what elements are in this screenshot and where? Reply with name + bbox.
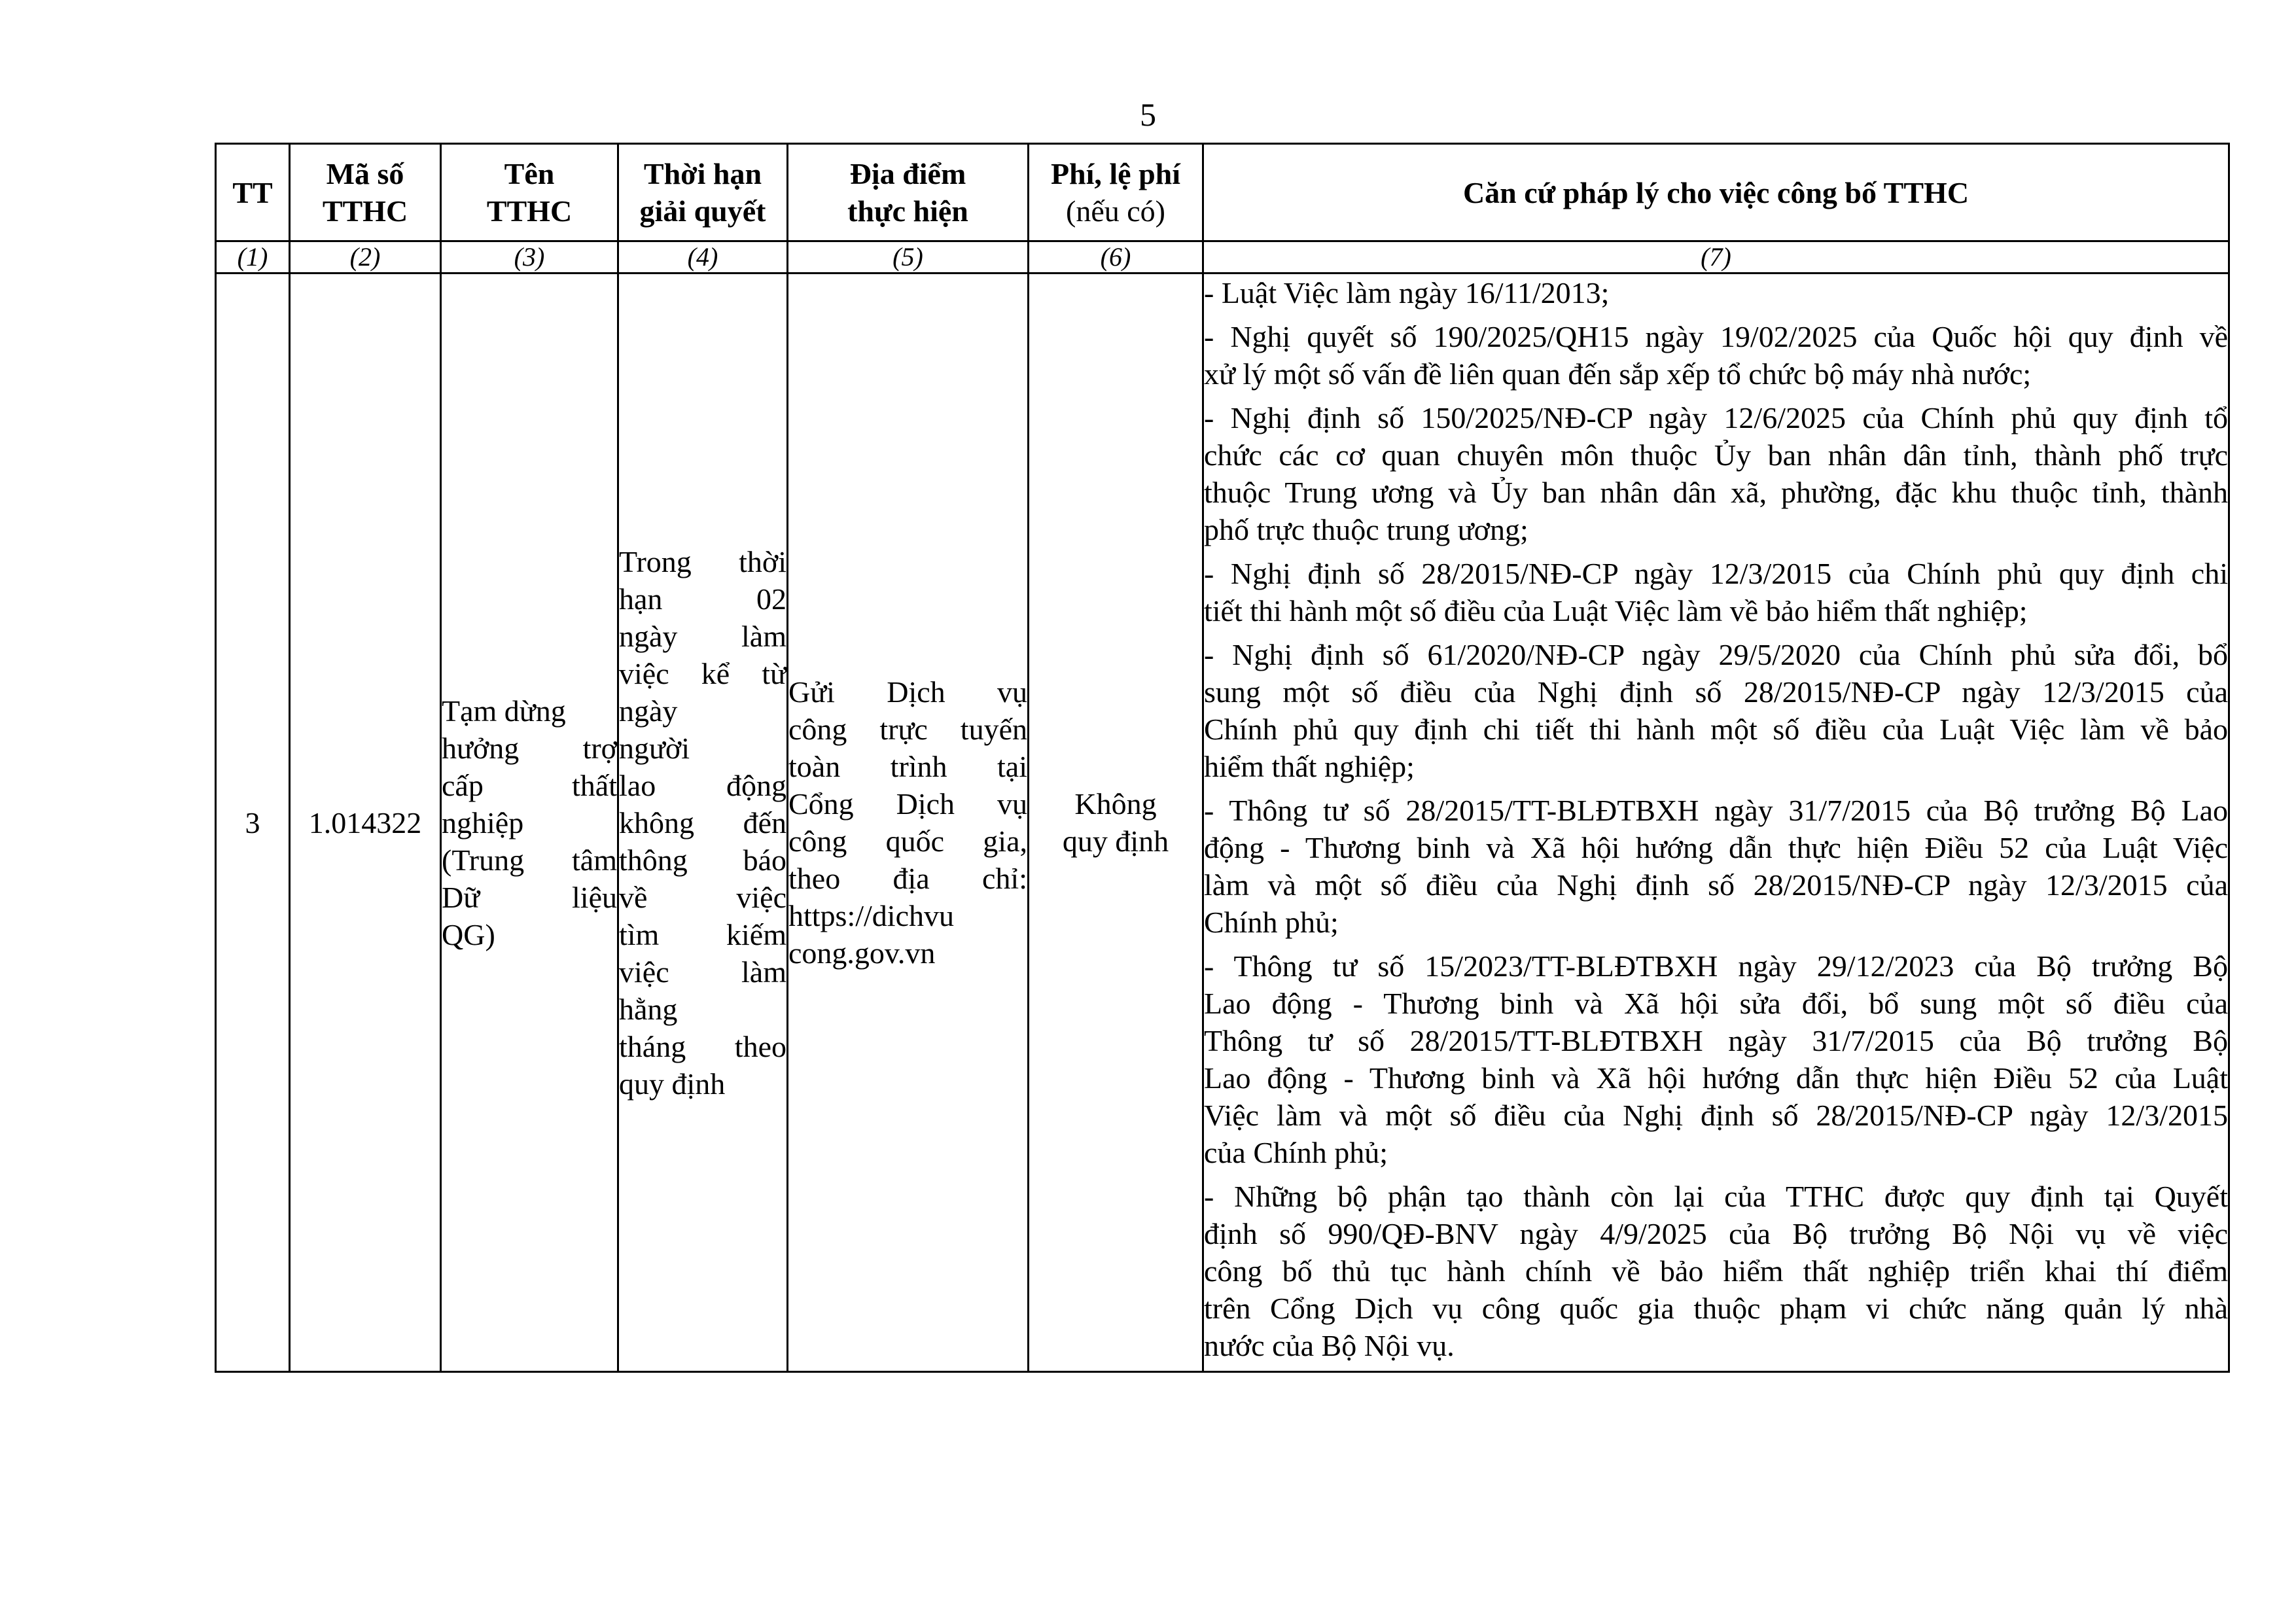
column-index: (6) [1029, 241, 1203, 274]
thoi-han-line: hạn 02 [619, 582, 786, 616]
thoi-han-line: quy định [619, 1067, 726, 1101]
legal-basis-line: Thông tư số 28/2015/TT-BLĐTBXH ngày 31/7/2015 của Bộ trưởng Bộ [1204, 1024, 2228, 1057]
legal-basis-line: động - Thương binh và Xã hội hướng dẫn thực hiện Điều 52 của Luật Việc [1204, 831, 2228, 864]
thoi-han-line: Trong thời [619, 544, 786, 578]
legal-basis-line: thuộc Trung ương và Ủy ban nhân dân xã, phường, đặc khu thuộc tỉnh, thành [1204, 476, 2228, 509]
thoi-han-line: ngày làm [619, 619, 786, 653]
ten-tthc-line: Tạm dừng [442, 694, 566, 728]
dia-diem-line: Gửi Dịch vụ [788, 675, 1027, 709]
cell-ma-so: 1.014322 [290, 274, 441, 1372]
legal-basis-line: phố trực thuộc trung ương; [1204, 513, 1528, 546]
legal-basis-item [1204, 636, 2228, 785]
legal-basis-item [1204, 947, 2228, 1171]
phi-line: Không [1074, 787, 1157, 821]
dia-diem-line: công trực tuyến [788, 713, 1027, 746]
thoi-han-line: việc kể từ [619, 656, 786, 690]
dia-diem-line: Cổng Dịch vụ [788, 787, 1027, 821]
legal-basis-item [1204, 399, 2228, 548]
header-ten: Tên TTHC [441, 144, 618, 241]
header-dia-diem: Địa điểm thực hiện [788, 144, 1029, 241]
thoi-han-line: ngày [619, 694, 678, 728]
thoi-han-line: không đến [619, 805, 786, 839]
dia-diem-line: công quốc gia, [788, 824, 1027, 858]
thoi-han-line: người [619, 731, 690, 765]
legal-basis-line: Chính phủ; [1204, 906, 1339, 939]
legal-basis-line: công bố thủ tục hành chính về bảo hiểm thất nghiệp triển khai thí điểm [1204, 1254, 2228, 1288]
cell-tt: 3 [216, 274, 290, 1372]
ten-tthc-line: nghiệp [442, 805, 524, 839]
legal-basis-line: của Chính phủ; [1204, 1136, 1388, 1169]
legal-basis-line: định số 990/QĐ-BNV ngày 4/9/2025 của Bộ trưởng Bộ Nội vụ về việc [1204, 1217, 2228, 1250]
column-index-row [216, 241, 2229, 274]
table-row [216, 274, 2229, 1372]
dia-diem-line: https://dichvu [788, 899, 954, 932]
legal-basis-line: - Nghị định số 28/2015/NĐ-CP ngày 12/3/2015 của Chính phủ quy định chi [1204, 557, 2228, 590]
legal-basis-line: Lao động - Thương binh và Xã hội sửa đổi, bổ sung một số điều của [1204, 987, 2228, 1020]
ten-tthc-line: Dữ liệu [442, 880, 617, 914]
legal-basis-line: sung một số điều của Nghị định số 28/2015/NĐ-CP ngày 12/3/2015 của [1204, 675, 2228, 709]
thoi-han-line: tìm kiếm [619, 917, 786, 951]
ten-tthc-line: hưởng trợ [442, 731, 617, 765]
header-row [216, 144, 2229, 241]
legal-basis-line: - Nghị quyết số 190/2025/QH15 ngày 19/02/2025 của Quốc hội quy định về [1204, 320, 2228, 353]
legal-basis-line: chức các cơ quan chuyên môn thuộc Ủy ban nhân dân tỉnh, thành phố trực [1204, 438, 2228, 472]
column-index: (4) [618, 241, 788, 274]
column-index: (5) [788, 241, 1029, 274]
cell-phi [1029, 274, 1203, 1372]
column-index: (2) [290, 241, 441, 274]
header-can-cu: Căn cứ pháp lý cho việc công bố TTHC [1203, 144, 2229, 241]
legal-basis-item [1204, 1178, 2228, 1364]
legal-basis-line: làm và một số điều của Nghị định số 28/2015/NĐ-CP ngày 12/3/2015 của [1204, 868, 2228, 902]
cell-can-cu [1203, 274, 2229, 1372]
cell-dia-diem [788, 274, 1029, 1372]
column-index: (3) [441, 241, 618, 274]
header-thoi-han: Thời hạn giải quyết [618, 144, 788, 241]
legal-basis-line: hiểm thất nghiệp; [1204, 750, 1415, 783]
legal-basis-item [1204, 318, 2228, 393]
legal-basis-item [1204, 792, 2228, 941]
header-ma-so: Mã số TTHC [290, 144, 441, 241]
legal-basis-line: - Thông tư số 28/2015/TT-BLĐTBXH ngày 31/7/2015 của Bộ trưởng Bộ Lao [1204, 794, 2228, 827]
thoi-han-line: hằng [619, 992, 678, 1026]
page-number: 5 [1140, 96, 1156, 133]
legal-basis-line: trên Cổng Dịch vụ công quốc gia thuộc phạm vi chức năng quản lý nhà [1204, 1292, 2228, 1325]
legal-basis-line: - Thông tư số 15/2023/TT-BLĐTBXH ngày 29/12/2023 của Bộ trưởng Bộ [1204, 949, 2228, 983]
legal-basis-line: Chính phủ quy định chi tiết thi hành một số điều của Luật Việc làm về bảo [1204, 713, 2228, 746]
legal-basis-item [1204, 274, 2228, 311]
legal-basis-line: Lao động - Thương binh và Xã hội hướng dẫn thực hiện Điều 52 của Luật [1204, 1061, 2228, 1095]
dia-diem-line: toàn trình tại [788, 750, 1027, 783]
legal-basis-line: nước của Bộ Nội vụ. [1204, 1329, 1455, 1362]
column-index: (7) [1203, 241, 2229, 274]
ten-tthc-line: QG) [442, 917, 495, 951]
phi-line: quy định [1062, 824, 1169, 858]
cell-thoi-han [618, 274, 788, 1372]
ten-tthc-line: cấp thất [442, 768, 617, 802]
thoi-han-line: về việc [619, 880, 786, 914]
cell-ten-tthc [441, 274, 618, 1372]
thoi-han-line: việc làm [619, 955, 786, 989]
header-phi: Phí, lệ phí (nếu có) [1029, 144, 1203, 241]
thoi-han-line: tháng theo [619, 1029, 786, 1063]
legal-basis-line: - Luật Việc làm ngày 16/11/2013; [1204, 276, 1610, 309]
legal-basis-line: tiết thi hành một số điều của Luật Việc làm về bảo hiểm thất nghiệp; [1204, 594, 2028, 627]
column-index: (1) [216, 241, 290, 274]
legal-basis-line: - Những bộ phận tạo thành còn lại của TTHC được quy định tại Quyết [1204, 1180, 2228, 1213]
dia-diem-line: cong.gov.vn [788, 936, 936, 970]
legal-basis-line: xử lý một số vấn đề liên quan đến sắp xếp tổ chức bộ máy nhà nước; [1204, 357, 2032, 391]
legal-basis-item [1204, 555, 2228, 629]
legal-basis-line: - Nghị định số 150/2025/NĐ-CP ngày 12/6/2025 của Chính phủ quy định tổ [1204, 401, 2228, 434]
ten-tthc-line: (Trung tâm [442, 843, 617, 877]
dia-diem-line: theo địa chỉ: [788, 862, 1027, 895]
header-tt: TT [216, 144, 290, 241]
legal-basis-line: Việc làm và một số điều của Nghị định số 28/2015/NĐ-CP ngày 12/3/2015 [1204, 1099, 2228, 1132]
legal-basis-line: - Nghị định số 61/2020/NĐ-CP ngày 29/5/2020 của Chính phủ sửa đổi, bổ [1204, 638, 2228, 671]
thoi-han-line: thông báo [619, 843, 786, 877]
procedure-table [215, 143, 2230, 1373]
thoi-han-line: lao động [619, 768, 786, 802]
